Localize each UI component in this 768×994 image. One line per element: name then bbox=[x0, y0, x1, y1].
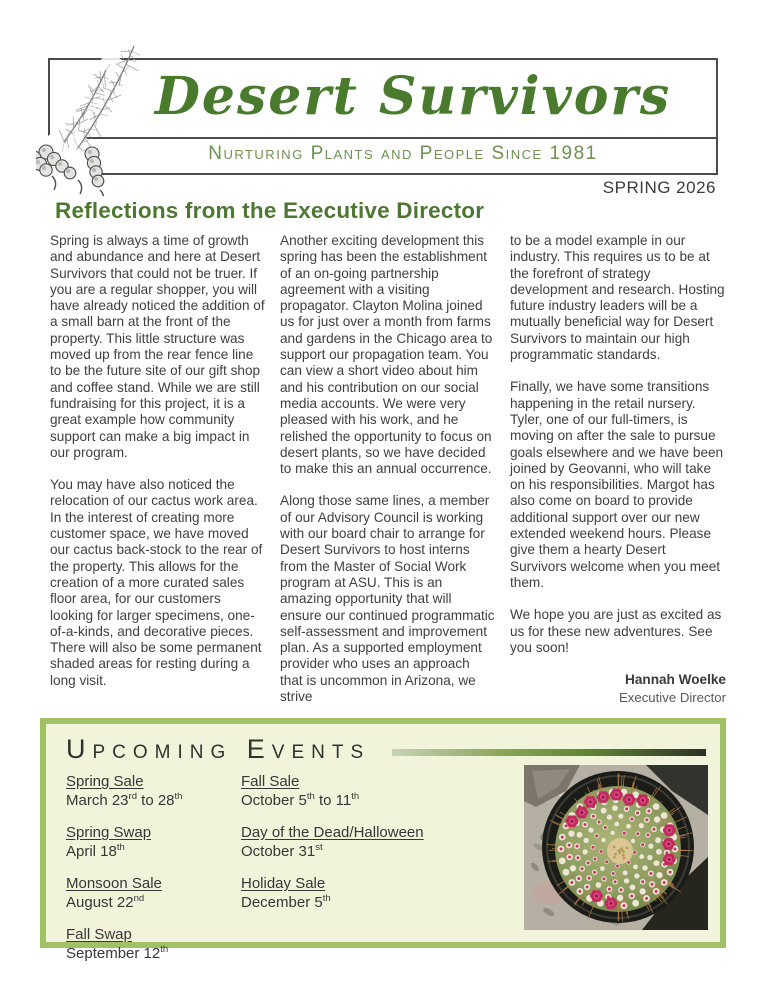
event-date: October 5th to 11th bbox=[241, 791, 360, 809]
article-title: Reflections from the Executive Director bbox=[55, 198, 485, 223]
signature-block bbox=[510, 672, 726, 707]
event-name: Fall Sale bbox=[241, 773, 300, 790]
event-item bbox=[66, 772, 241, 810]
article-paragraph: Finally, we have some transitions happening in the retail nursery. Tyler, one of our full-timers, is moving on after the sale to pursue goals elsewhere and we have been joined by Geovanni, who will take on his responsibilities. Margot has also come on board to provide additional support over our new extended weekend hours. Please give them a hearty Desert Survivors welcome when you meet them. bbox=[510, 379, 724, 590]
article-column-3 bbox=[510, 233, 726, 721]
event-item bbox=[241, 823, 511, 861]
season-label: SPRING 2026 bbox=[602, 178, 716, 197]
article-paragraph: to be a model example in our industry. This requires us to be at the forefront of strategy development and research. Hosting future industry leaders will be a mutually beneficial way for Desert Survivors to maintain our high programmatic standards. bbox=[510, 233, 725, 363]
event-name: Spring Sale bbox=[66, 773, 144, 790]
article-paragraph: We hope you are just as excited as us for these new adventures. See you soon! bbox=[510, 607, 722, 655]
events-column-2 bbox=[241, 772, 511, 976]
event-date: October 31st bbox=[241, 842, 323, 860]
event-name: Fall Swap bbox=[66, 926, 132, 943]
event-date: March 23rd to 28th bbox=[66, 791, 183, 809]
event-item bbox=[241, 772, 511, 810]
article-columns bbox=[50, 233, 726, 721]
events-list bbox=[66, 772, 511, 976]
event-date: August 22nd bbox=[66, 893, 145, 911]
event-name: Spring Swap bbox=[66, 824, 152, 841]
article-paragraph: You may have also noticed the relocation of our cactus work area. In the interest of creating more customer space, we have moved our cactus back-stock to the rear of the property. This allows for the creation of a more curated sales floor area, for our customers looking for larger specimens, one-of-a-kinds, and decorative pieces. There will also be some permanent shaded areas for resting during a long visit. bbox=[50, 477, 263, 688]
event-date: April 18th bbox=[66, 842, 125, 860]
article-paragraph: Spring is always a time of growth and abundance and here at Desert Survivors that could not be truer. If you are a regular shopper, you will have already noticed the addition of a small barn at the front of the property. This little structure was moved up from the rear fence line to be the future site of our gift shop and coffee stand. While we are still fundraising for this project, it is a great example how community support can make a big impact in our program. bbox=[50, 233, 265, 460]
cactus-photo bbox=[524, 765, 708, 930]
events-column-1 bbox=[66, 772, 241, 976]
tagline: Nurturing Plants and People Since 1981 bbox=[208, 143, 598, 164]
event-name: Holiday Sale bbox=[241, 875, 326, 892]
article-column-2 bbox=[280, 233, 496, 721]
events-header bbox=[46, 724, 720, 765]
event-name: Day of the Dead/Halloween bbox=[241, 824, 424, 841]
gradient-rule bbox=[392, 749, 706, 756]
event-item bbox=[241, 874, 511, 912]
mesquite-branch-icon bbox=[36, 40, 170, 196]
article-column-1 bbox=[50, 233, 266, 721]
event-item bbox=[66, 823, 241, 861]
event-date: September 12th bbox=[66, 944, 169, 962]
logo-title: Desert Survivors bbox=[154, 66, 672, 127]
signature-title: Executive Director bbox=[618, 690, 726, 706]
signature-name: Hannah Woelke bbox=[625, 672, 726, 688]
event-name: Monsoon Sale bbox=[66, 875, 162, 892]
event-item bbox=[66, 874, 241, 912]
article-paragraph: Along those same lines, a member of our Advisory Council is working with our board chair to arrange for Desert Survivors to host interns from the Master of Social Work program at ASU. This is an amazing opportunity that will ensure our continued programmatic self-assessment and improvement plan. As a supported employment provider who uses an approach that is uncommon in Arizona, we strive bbox=[280, 493, 495, 705]
upcoming-events-panel bbox=[40, 718, 726, 962]
article-paragraph: Another exciting development this spring has been the establishment of an on-going partnership agreement with a visiting propagator. Clayton Molina joined us for just over a month from farms and gardens in the Chicago area to support our propagation team. You can view a short video about him and his contribution on our social media accounts. We were very pleased with his work, and he relished the opportunity to focus on desert plants, so we have decided to make this an annual occurrence. bbox=[280, 233, 493, 477]
event-item bbox=[66, 925, 241, 963]
event-date: December 5th bbox=[241, 893, 331, 911]
events-title: Upcoming Events bbox=[66, 734, 371, 764]
